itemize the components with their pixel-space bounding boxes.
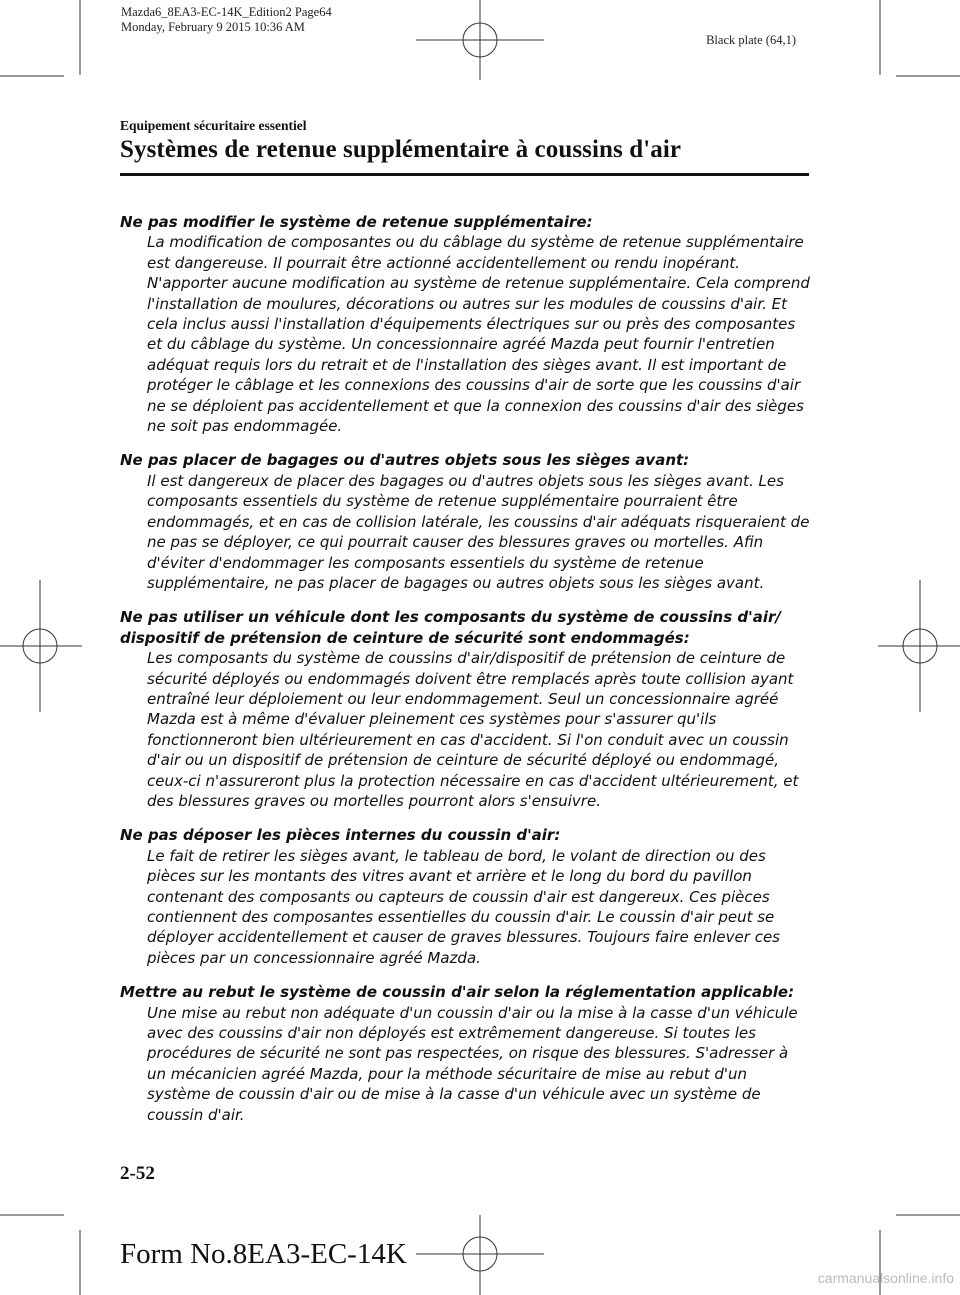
- entry-heading: Ne pas placer de bagages ou d'autres objets sous les sièges avant:: [120, 451, 690, 470]
- warning-entry: [120, 212, 810, 436]
- entry-body: Une mise au rebut non adéquate d'un coussin d'air ou la mise à la casse d'un véhicule avec des coussins d'air non déployés est extrêmement dangereuse. Si toutes les procédures de sécurité ne sont pas respectées, on risque des blessures. S'adresser à un mécanicien agréé Mazda, pour la méthode sécuritaire de mise au rebut d'un système de coussin d'air ou de mise à la casse d'un véhicule avec un système de coussin d'air.: [147, 1003, 798, 1124]
- entry-heading: Ne pas utiliser un véhicule dont les composants du système de coussins d'air/ dispositif de prétension de ceinture de sécurité sont endommagés:: [120, 608, 781, 647]
- warning-content: [120, 212, 810, 1139]
- entry-body: Les composants du système de coussins d'air/dispositif de prétension de ceinture de sécurité déployés ou endommagés doivent être remplacés après toute collision ayant entraîné leur déploiement ou leur endommagement. Seul un concessionnaire agréé Mazda est à même d'évaluer pleinement ces systèmes pour s'assurer qu'ils fonctionneront bien ultérieurement en cas d'accident. Si l'on conduit avec un coussin d'air ou un dispositif de prétension de ceinture de sécurité déployé ou endommagé, ceux-ci n'assureront plus la protection nécessaire en cas d'accident ultérieurement, et des blessures graves ou mortelles pourront alors s'ensuivre.: [147, 649, 799, 810]
- entry-heading: Mettre au rebut le système de coussin d'air selon la réglementation applicable:: [120, 983, 795, 1002]
- entry-body: La modification de composantes ou du câblage du système de retenue supplémentaire est dangereuse. Il pourrait être actionné accidentellement ou rendu inopérant. N'apporter aucune modification au système de retenue supplémentaire. Cela comprend l'installation de moulures, décorations ou autres sur les modules de coussins d'air. Et cela inclus aussi l'installation d'équipements électriques sur ou près des composantes et du câblage du système. Un concessionnaire agréé Mazda peut fournir l'entretien adéquat requis lors du retrait et de l'installation des sièges avant. Il est important de protéger le câblage et les connexions des coussins d'air de sorte que les coussins d'air ne se déploient pas accidentellement et que la connexion des coussins d'air des sièges ne soit pas endommagée.: [147, 233, 810, 436]
- watermark: carmanualsonline.info: [817, 1270, 954, 1286]
- title-rule: [120, 173, 809, 176]
- print-meta: [121, 5, 332, 35]
- section-label: Equipement sécuritaire essentiel: [120, 118, 307, 133]
- warning-entry: [120, 607, 810, 811]
- entry-body: Le fait de retirer les sièges avant, le tableau de bord, le volant de direction ou des pièces sur les montants des vitres avant et arrière et le long du bord du pavillon contenant des composants ou capteurs de coussin d'air est dangereux. Ces pièces contiennent des composantes essentielles du coussin d'air. Le coussin d'air peut se déployer accidentellement et causer de graves blessures. Toujours faire enlever ces pièces par un concessionnaire agréé Mazda.: [147, 846, 780, 967]
- plate-label: Black plate (64,1): [706, 33, 796, 47]
- entry-heading: Ne pas modifier le système de retenue supplémentaire:: [120, 213, 593, 231]
- print-date: Monday, February 9 2015 10:36 AM: [121, 20, 305, 34]
- page-number: 2-52: [120, 1163, 155, 1184]
- warning-entry: [120, 450, 810, 593]
- form-number: Form No.8EA3-EC-14K: [120, 1238, 407, 1270]
- entry-body: Il est dangereux de placer des bagages ou d'autres objets sous les sièges avant. Les composants essentiels du système de retenue supplémentaire pourraient être endommagés, et en cas de collision latérale, les coussins d'air adéquats risqueraient de ne pas se déployer, ce qui pourrait causer des blessures graves ou mortelles. Afin d'éviter d'endommager les composants essentiels du système de retenue supplémentaire, ne pas placer de bagages ou autres objets sous les sièges avant.: [147, 471, 810, 592]
- entry-heading: Ne pas déposer les pièces internes du coussin d'air:: [120, 826, 561, 845]
- page-title: Systèmes de retenue supplémentaire à coussins d'air: [120, 136, 682, 163]
- warning-entry: [120, 825, 810, 968]
- warning-entry: [120, 982, 810, 1125]
- file-name: Mazda6_8EA3-EC-14K_Edition2 Page64: [121, 5, 332, 19]
